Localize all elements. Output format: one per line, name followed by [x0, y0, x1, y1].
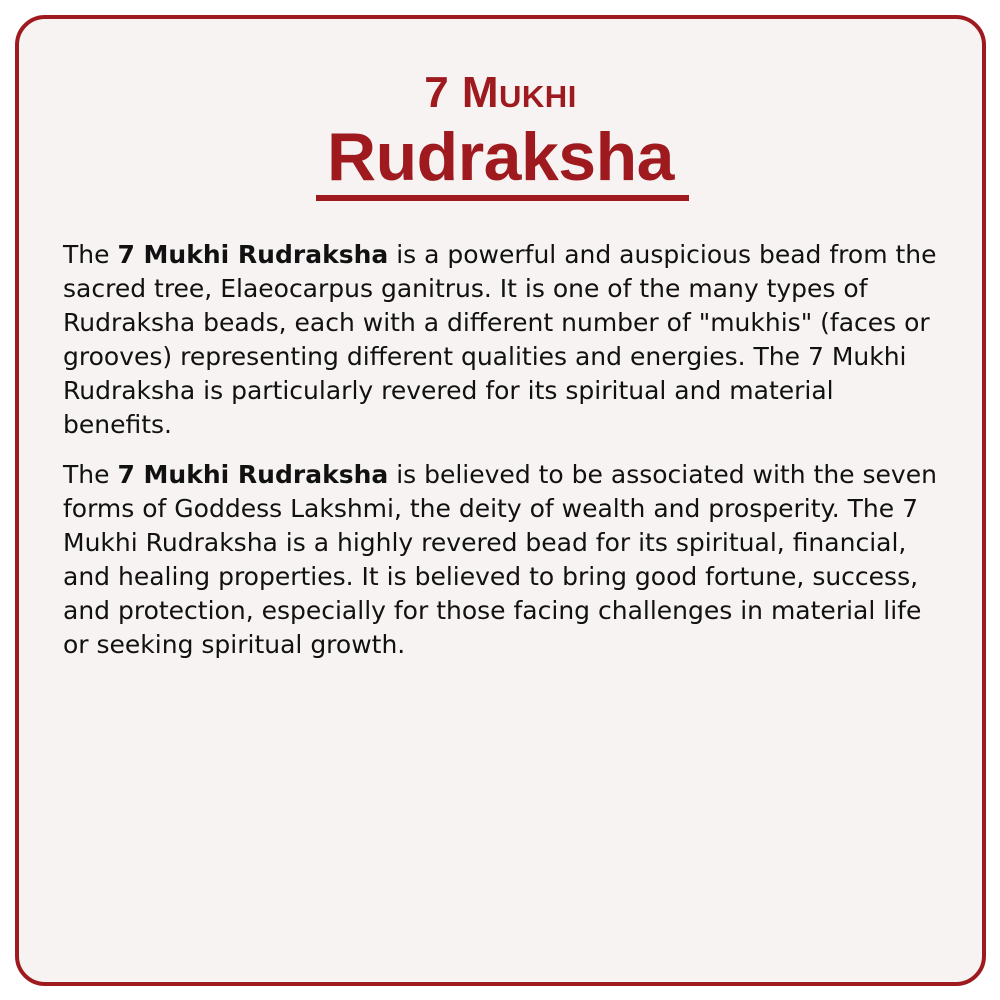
paragraph-2-highlight: 7 Mukhi Rudraksha	[117, 460, 389, 489]
paragraph-1-text: is a powerful and auspicious bead from the sacred tree, Elaeocarpus ganitrus. It is one of the many types of Rudraksha beads, each with a different number of "mukhis" (faces or grooves) representing different qualities and energies. The 7 Mukhi Rudraksha is particularly revered for its spiritual and material benefits.	[63, 240, 937, 439]
title-prefix: 7 Mukhi	[424, 68, 577, 117]
paragraph-1-highlight: 7 Mukhi Rudraksha	[117, 240, 389, 269]
info-card	[15, 15, 986, 986]
paragraph-2-lead: The	[63, 460, 118, 489]
paragraph-1	[63, 238, 948, 442]
paragraph-2	[63, 458, 948, 662]
description-body	[63, 238, 948, 678]
page-title: Rudraksha	[327, 119, 674, 195]
title-underline	[316, 195, 689, 201]
paragraph-2-text: is believed to be associated with the seven forms of Goddess Lakshmi, the deity of wealth and prosperity. The 7 Mukhi Rudraksha is a highly revered bead for its spiritual, financial, and healing properties. It is believed to bring good fortune, success, and protection, especially for those facing challenges in material life or seeking spiritual growth.	[63, 460, 937, 659]
paragraph-1-lead: The	[63, 240, 118, 269]
